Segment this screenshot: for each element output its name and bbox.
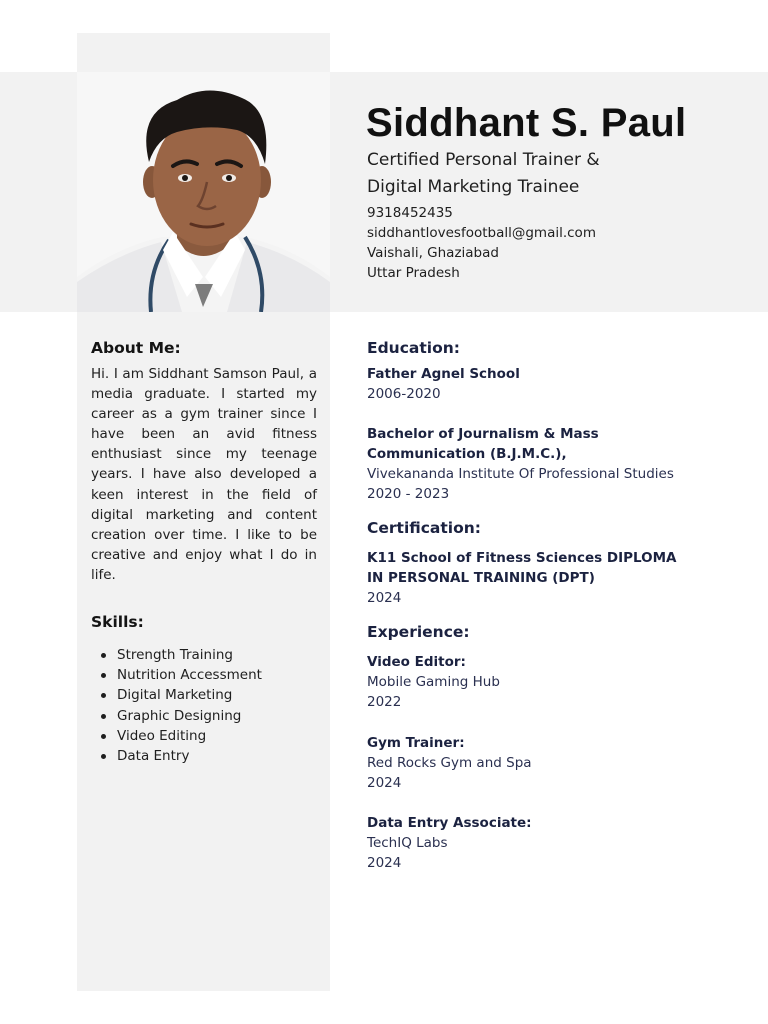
profile-photo-illustration [77,72,330,312]
skill-item [101,726,262,746]
address-line-2: Uttar Pradesh [367,265,460,281]
bullet-icon [101,693,106,698]
address-line-1: Vaishali, Ghaziabad [367,245,499,261]
skill-label: Nutrition Accessment [117,667,262,684]
bullet-icon [101,714,106,719]
degree-name: Bachelor of Journalism & Mass Communication (B.J.M.C.), [367,426,599,463]
bullet-icon [101,754,106,759]
bullet-icon [101,673,106,678]
skill-label: Graphic Designing [117,707,242,724]
skill-item [101,706,262,726]
college-years: 2020 - 2023 [367,486,450,503]
skill-label: Digital Marketing [117,687,233,704]
job-company: Mobile Gaming Hub [367,674,500,691]
school-years: 2006-2020 [367,386,441,403]
certification-heading: Certification: [367,519,481,537]
college-name: Vivekananda Institute Of Professional Studies [367,466,674,483]
skill-label: Video Editing [117,727,207,744]
skill-label: Data Entry [117,748,190,765]
certification-name: K11 School of Fitness Sciences DIPLOMA IN PERSONAL TRAINING (DPT) [367,550,677,587]
skill-item [101,746,262,766]
candidate-name: Siddhant S. Paul [366,101,687,145]
job-role: Gym Trainer: [367,735,465,751]
about-text: Hi. I am Siddhant Samson Paul, a media graduate. I started my career as a gym trainer since I have been an avid fitness enthusiast since my teenage years. I have also developed a keen interest in the field of digital marketing and content creation over time. I like to be creative and enjoy what I do in life. [91,366,317,583]
skill-item [101,665,262,685]
experience-entry [367,733,697,793]
title-line-2: Digital Marketing Trainee [367,177,580,197]
skills-heading: Skills: [91,613,144,631]
education-entry [367,364,697,404]
email-address: siddhantlovesfootball@gmail.com [367,225,596,241]
title-line-1: Certified Personal Trainer & [367,150,600,170]
job-company: Red Rocks Gym and Spa [367,755,532,772]
bullet-icon [101,653,106,658]
skills-list [101,645,262,766]
about-heading: About Me: [91,339,181,357]
skill-label: Strength Training [117,647,233,663]
contact-details [367,203,596,283]
certification-year: 2024 [367,590,402,607]
job-role: Video Editor: [367,654,466,670]
education-heading: Education: [367,339,460,357]
job-company: TechIQ Labs [367,835,448,852]
education-entry [367,424,697,504]
experience-heading: Experience: [367,623,470,641]
skill-item [101,685,262,705]
job-year: 2024 [367,855,402,872]
experience-entry [367,652,697,712]
school-name: Father Agnel School [367,366,520,382]
job-role: Data Entry Associate: [367,815,532,831]
phone-number: 9318452435 [367,205,453,221]
skill-item [101,645,262,665]
professional-title [367,147,687,201]
job-year: 2022 [367,694,402,711]
bullet-icon [101,734,106,739]
job-year: 2024 [367,775,402,792]
certification-entry [367,548,687,608]
experience-entry [367,813,697,873]
profile-photo [77,72,330,312]
